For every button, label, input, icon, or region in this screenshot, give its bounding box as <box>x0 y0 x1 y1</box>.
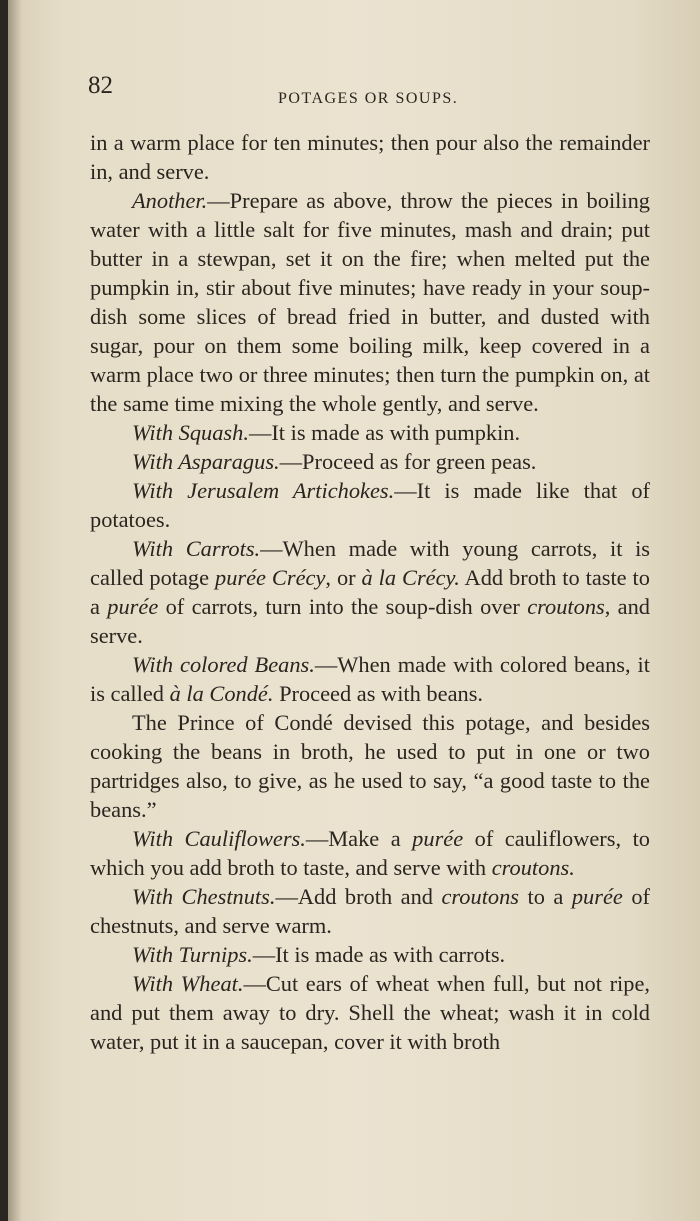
italic-text: With Squash. <box>132 420 249 445</box>
paragraph <box>90 650 650 708</box>
italic-text: With Turnips. <box>132 942 253 967</box>
paragraph <box>90 708 650 824</box>
italic-text: With Jerusalem Artichokes. <box>132 478 395 503</box>
page-gutter-shadow <box>8 0 22 1221</box>
italic-text: purée Crécy <box>215 565 326 590</box>
text-run: of chestnuts, and serve warm. <box>90 884 650 938</box>
text-run: in a warm place for ten minutes; then pour also the remainder in, and serve. <box>90 130 650 184</box>
italic-text: With Wheat. <box>132 971 244 996</box>
text-run: of carrots, turn into the soup-dish over <box>158 594 528 619</box>
italic-text: purée <box>571 884 623 909</box>
paragraph <box>90 882 650 940</box>
text-run: —Add broth and <box>275 884 442 909</box>
text-run: —It is made as with carrots. <box>252 942 506 967</box>
paragraph <box>90 128 650 186</box>
italic-text: croutons. <box>491 855 575 880</box>
italic-text: With colored Beans. <box>132 652 315 677</box>
text-run: —Cut ears of wheat when full, but not ripe, and put them away to dry. Shell the wheat; wash it in cold water, put it in a saucepan, cover it with broth <box>90 971 650 1054</box>
paragraph <box>90 969 650 1056</box>
italic-text: purée <box>107 594 159 619</box>
text-run: —Make a <box>305 826 413 851</box>
italic-text: croutons <box>527 594 605 619</box>
text-run: Proceed as with beans. <box>273 681 484 706</box>
paragraph <box>90 186 650 418</box>
paragraph <box>90 418 650 447</box>
text-run: —When made with colored beans, it is called <box>90 652 650 706</box>
running-head: POTAGES OR SOUPS. <box>278 90 459 107</box>
text-run: —Proceed as for green peas. <box>279 449 537 474</box>
italic-text: With Chestnuts. <box>132 884 276 909</box>
body-text <box>90 128 650 1056</box>
italic-text: à la Condé. <box>169 681 274 706</box>
italic-text: With Asparagus. <box>132 449 280 474</box>
text-run: —It is made like that of potatoes. <box>90 478 650 532</box>
paragraph <box>90 534 650 650</box>
text-run: of cauliflowers, to which you add broth to taste, and serve with <box>90 826 650 880</box>
book-page <box>8 0 700 1221</box>
italic-text: Another. <box>132 188 208 213</box>
page-number: 82 <box>88 72 113 99</box>
paragraph <box>90 940 650 969</box>
text-run: to a <box>519 884 572 909</box>
text-run: Add broth to taste to a <box>90 565 650 619</box>
italic-text: à la Crécy. <box>361 565 460 590</box>
italic-text: croutons <box>441 884 520 909</box>
text-run: —It is made as with pumpkin. <box>248 420 521 445</box>
paragraph <box>90 447 650 476</box>
italic-text: With Cauliflowers. <box>132 826 306 851</box>
paragraph <box>90 824 650 882</box>
paragraph <box>90 476 650 534</box>
text-run: , and serve. <box>90 594 650 648</box>
italic-text: purée <box>412 826 464 851</box>
text-run: —When made with young carrots, it is called potage <box>90 536 650 590</box>
italic-text: With Carrots. <box>132 536 261 561</box>
text-run: , or <box>325 565 362 590</box>
text-run: —Prepare as above, throw the pieces in boiling water with a little salt for five minutes, mash and drain; put butter in a stewpan, set it on the fire; when melted put the pumpkin in, stir about five minutes; have ready in your soup-dish some slices of bread fried in butter, and dusted with sugar, pour on them some boiling milk, keep covered in a warm place two or three minutes; then turn the pumpkin on, at the same time mixing the whole gently, and serve. <box>90 188 650 416</box>
text-run: The Prince of Condé devised this potage, and besides cooking the beans in broth, he used to put in one or two partridges also, to give, as he used to say, “a good taste to the beans.” <box>90 710 650 822</box>
